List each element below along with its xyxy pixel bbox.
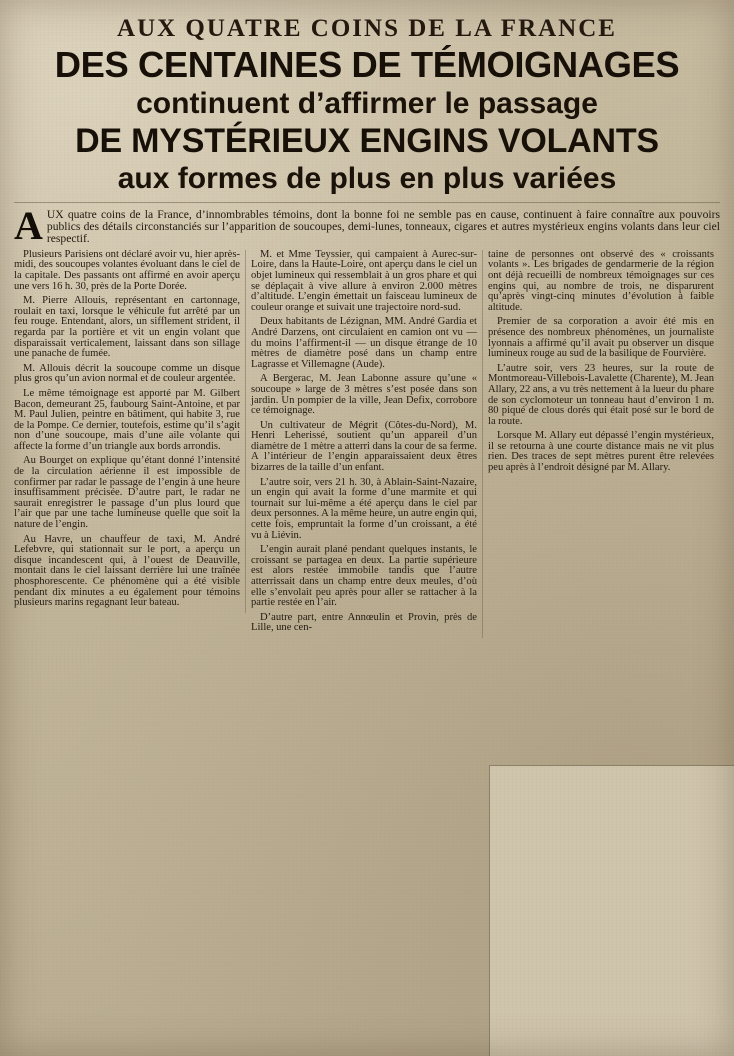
paragraph: Au Havre, un chauffeur de taxi, M. André Lefebvre, qui stationnait sur le port, a aperçu un disque incandescent qui, à l’ouest de Deauville, montait dans le ciel laissant derrière lui une traînée phosphorescente. Ce phénomène qui a été visible pendant dix minutes a eu également pour témoins plusieurs marins regagnant leur bateau.: [14, 533, 240, 609]
drop-cap: A: [14, 203, 43, 249]
lede-paragraph: [14, 203, 720, 249]
paragraph: Deux habitants de Lézignan, MM. André Gardia et André Darzens, ont circulaient en camion ont vu — du moins l’affirment-il — un disque étrange de 10 mètres de diamètre posé dans un champ entre Lagrasse et Villemagne (Aude).: [251, 316, 477, 370]
main-headline-line-4: aux formes de plus en plus variées: [117, 161, 617, 195]
column-2: [251, 250, 477, 638]
paragraph: taine de personnes ont observé des « croissants volants ». Les brigades de gendarmerie de la région ont déjà recueilli de nombreux témoignages sur ces engins qui, au nombre de trois, ne disparurent qu’après vingt-cinq minutes d’évolution à faible altitude.: [488, 248, 714, 313]
headline-block: [14, 16, 720, 194]
paragraph: Le même témoignage est apporté par M. Gilbert Bacon, demeurant 25, faubourg Saint-Antoine, et par M. Paul Julien, peintre en bâtiment, qui habite 3, rue de la Pompe. Ce dernier, toutefois, estime qu’il s’agit non d’une soucoupe, mais d’une aile volante qui affecte la forme d’un triangle aux bords arrondis.: [14, 387, 240, 452]
paragraph: L’autre soir, vers 21 h. 30, à Ablain-Saint-Nazaire, un engin qui avait la forme d’une marmite et qui tournait sur lui-même a été aperçu dans le ciel par deux personnes. A la même heure, un autre engin qui, cette fois, empruntait la forme d’un croissant, a été vu à Liévin.: [251, 476, 477, 541]
paragraph: Plusieurs Parisiens ont déclaré avoir vu, hier après-midi, des soucoupes volantes évoluant dans le ciel de la capitale. Des passants ont affirmé en avoir aperçu une vers 16 h. 30, près de la Porte Dorée.: [14, 248, 240, 292]
paragraph: L’engin aurait plané pendant quelques instants, le croissant se partagea en deux. La partie supérieure est alors restée immobile tandis que l’autre atterrissait dans un champ entre deux meules, d’où elle s’envolait peu après pour aller se rattacher à la partie restée en l’air.: [251, 544, 477, 609]
article-columns: [14, 250, 720, 638]
paragraph: M. et Mme Teyssier, qui campaient à Aurec-sur-Loire, dans la Haute-Loire, ont aperçu dans le ciel un objet lumineux qui ressemblait à un gros phare et qui se déplaçait à vive allure à environ 2.000 mètres d’altitude. L’engin émettait un faisceau lumineux de couleur orange et suivait une trajectoire nord-sud.: [251, 248, 477, 313]
paragraph: D’autre part, entre Annœulin et Provin, près de Lille, une cen-: [251, 611, 477, 634]
paragraph: Premier de sa corporation a avoir été mis en présence des nombreux phénomènes, un journaliste lyonnais a affirmé qu’il avait pu observer un disque lumineux rouge au sud de la basilique de Fourvière.: [488, 316, 714, 360]
paragraph: Lorsque M. Allary eut dépassé l’engin mystérieux, il se retourna à une courte distance mais ne vit plus rien. Des traces de sept mètres purent être relevées peu après à l’endroit désigné par M. Allary.: [488, 430, 714, 474]
lede-text: UX quatre coins de la France, d’innombrables témoins, dont la bonne foi ne semble pas en cause, continuent à faire connaître aux pouvoirs publics des détails circonstanciés sur l’apparition de soucoupes, demi-lunes, tonneaux, cigares et autres mystérieux engins volants dans leur ciel respectif.: [46, 208, 720, 245]
paragraph: Un cultivateur de Mégrit (Côtes-du-Nord), M. Henri Leherissé, soutient qu’un appareil d’un diamètre de 1 mètre a atterri dans la cour de sa ferme. A l’intérieur de l’engin apparaissaient deux êtres bizarres de la taille d’un enfant.: [251, 419, 477, 474]
column-3: [488, 250, 714, 478]
kicker-headline: AUX QUATRE COINS DE LA FRANCE: [117, 15, 617, 42]
paragraph: M. Allouis décrit la soucoupe comme un disque plus gros qu’un avion normal et de couleur argentée.: [14, 362, 240, 385]
paragraph: M. Pierre Allouis, représentant en cartonnage, roulait en taxi, lorsque le véhicule fut arrêté par un feu rouge. Entendant, alors, un sifflement strident, il regarda par la portière et vit un engin volant que disparaissait verticalement, laissant dans son sillage une panache de fumée.: [14, 295, 240, 360]
headline-divider: [14, 202, 720, 203]
column-1: [14, 250, 240, 613]
blank-paper-patch: [489, 765, 734, 1056]
paragraph: L’autre soir, vers 23 heures, sur la route de Montmoreau-Villebois-Lavalette (Charente), M. Jean Allary, 22 ans, a vu très nettement à la lueur du phare de son cyclomoteur un tonneau haut d’environ 1 m. 80 piqué de clous dorés qui était posé sur le bord de la route.: [488, 362, 714, 427]
paragraph: A Bergerac, M. Jean Labonne assure qu’une « soucoupe » large de 3 mètres s’est posée dans son jardin. Un pompier de la ville, Jean Defix, corrobore ce témoignage.: [251, 373, 477, 417]
main-headline-line-1: DES CENTAINES DE TÉMOIGNAGES: [54, 44, 680, 85]
main-headline-line-3: DE MYSTÉRIEUX ENGINS VOLANTS: [75, 122, 659, 161]
main-headline-line-2: continuent d’affirmer le passage: [136, 86, 598, 120]
paragraph: Au Bourget on explique qu’étant donné l’intensité de la circulation aérienne il est impossible de confirmer par radar le passage de l’engin à une heure insuffisamment précisée. D’autre part, le radar ne saurait enregistrer le passage d’un plus lourd que l’air que par une tache lumineuse quelle que soit la nature de l’engin.: [14, 455, 240, 531]
